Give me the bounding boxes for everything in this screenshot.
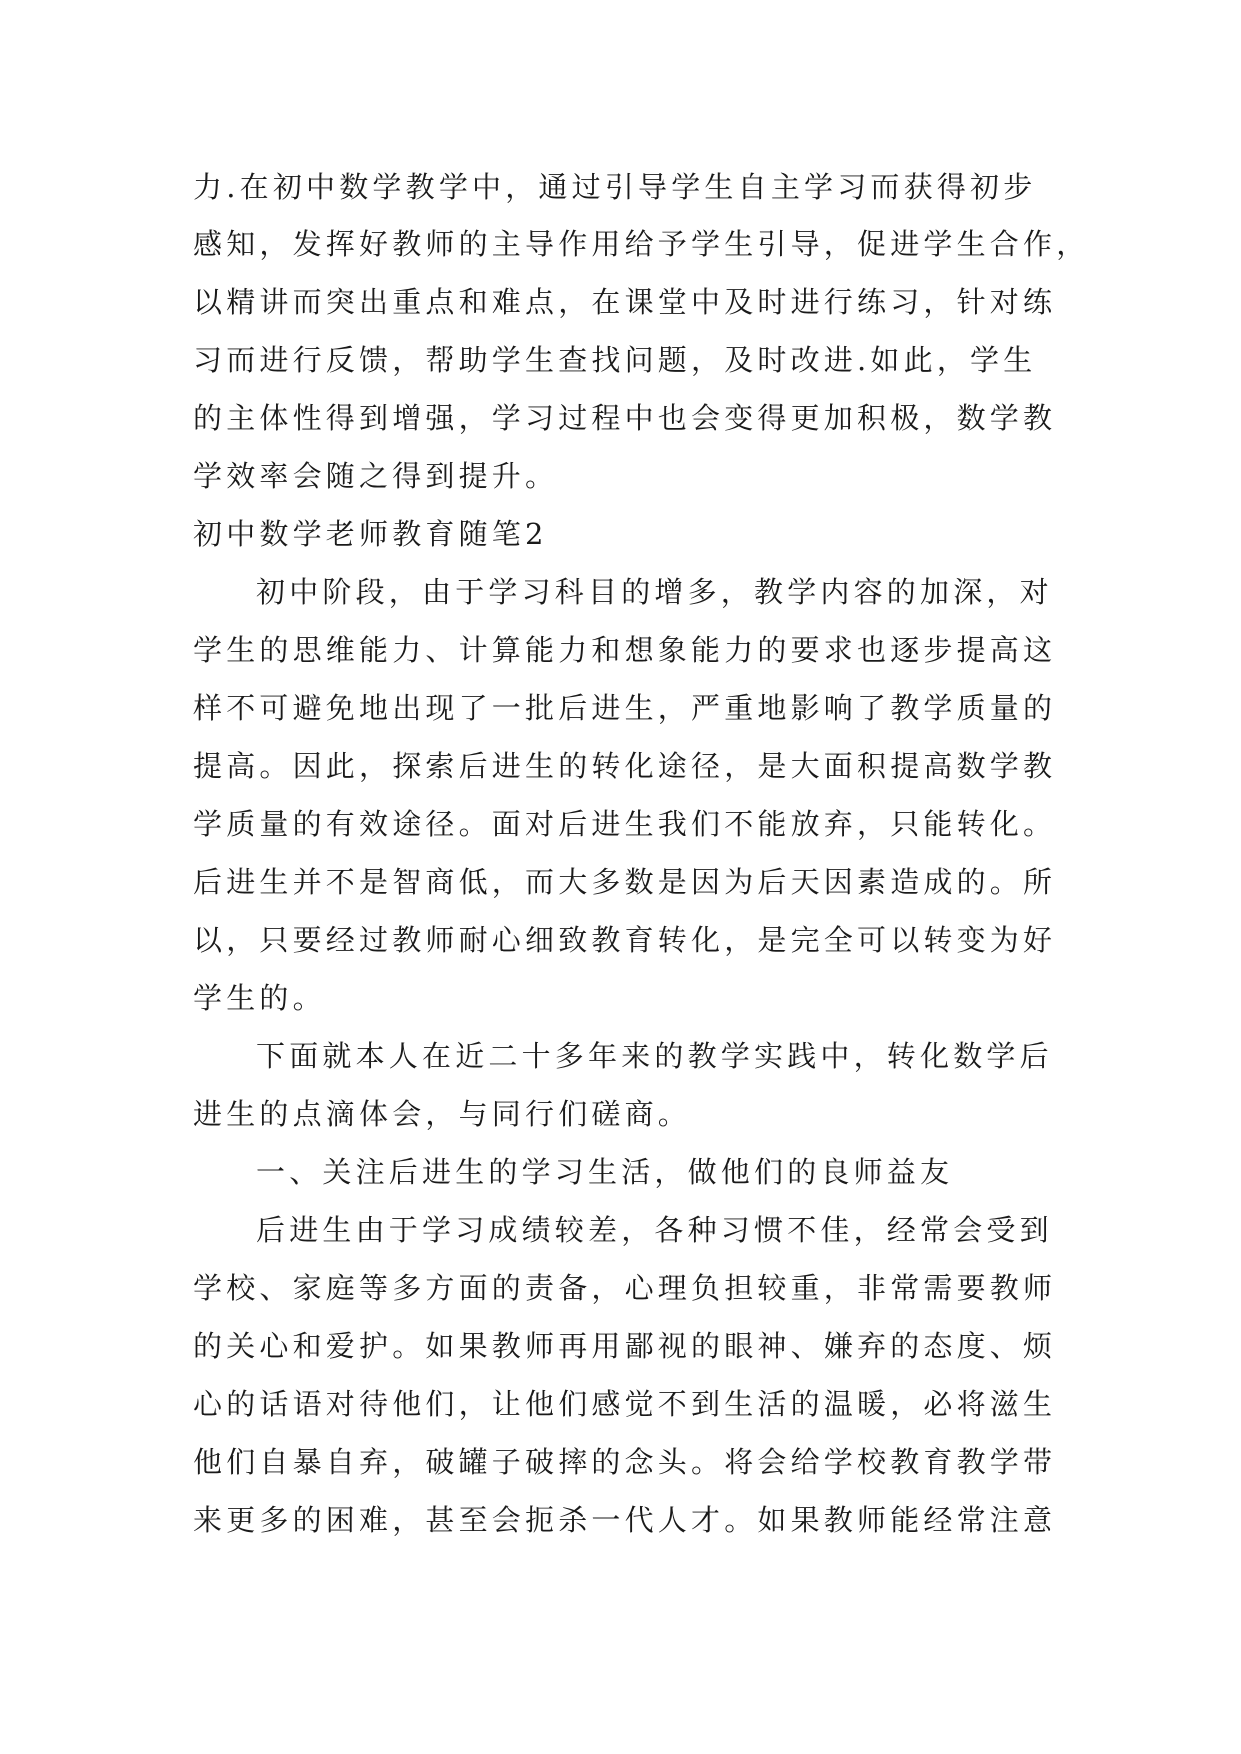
- text-line: 以精讲而突出重点和难点，在课堂中及时进行练习，针对练: [193, 285, 1057, 319]
- text-line: 提高。因此，探索后进生的转化途径，是大面积提高数学教: [193, 749, 1057, 783]
- text-line: 他们自暴自弃，破罐子破摔的念头。将会给学校教育教学带: [193, 1445, 1057, 1479]
- text-line: 样不可避免地出现了一批后进生，严重地影响了教学质量的: [193, 691, 1057, 725]
- text-line: 力.在初中数学教学中，通过引导学生自主学习而获得初步: [193, 170, 1037, 204]
- text-line: 感知，发挥好教师的主导作用给予学生引导，促进学生合作，: [193, 227, 1090, 261]
- text-line: 学生的思维能力、计算能力和想象能力的要求也逐步提高这: [193, 633, 1057, 667]
- text-line: 来更多的困难，甚至会扼杀一代人才。如果教师能经常注意: [193, 1503, 1057, 1537]
- text-line: 后进生由于学习成绩较差，各种习惯不佳，经常会受到: [256, 1213, 1053, 1247]
- text-line: 下面就本人在近二十多年来的教学实践中，转化数学后: [256, 1039, 1053, 1073]
- text-line: 学生的。: [193, 981, 326, 1015]
- text-line: 学校、家庭等多方面的责备，心理负担较重，非常需要教师: [193, 1271, 1057, 1305]
- text-line: 的主体性得到增强，学习过程中也会变得更加积极，数学教: [193, 401, 1057, 435]
- text-line: 心的话语对待他们，让他们感觉不到生活的温暖，必将滋生: [193, 1387, 1057, 1421]
- text-line: 初中阶段，由于学习科目的增多，教学内容的加深，对: [256, 575, 1053, 609]
- text-line: 学效率会随之得到提升。: [193, 459, 559, 493]
- subheading: 一、关注后进生的学习生活，做他们的良师益友: [256, 1155, 954, 1189]
- text-line: 进生的点滴体会，与同行们磋商。: [193, 1097, 692, 1131]
- text-line: 后进生并不是智商低，而大多数是因为后天因素造成的。所: [193, 865, 1057, 899]
- text-line: 以，只要经过教师耐心细致教育转化，是完全可以转变为好: [193, 923, 1057, 957]
- text-line: 学质量的有效途径。面对后进生我们不能放弃，只能转化。: [193, 807, 1057, 841]
- text-line: 的关心和爱护。如果教师再用鄙视的眼神、嫌弃的态度、烦: [193, 1329, 1057, 1363]
- text-line: 习而进行反馈，帮助学生查找问题，及时改进.如此，学生: [193, 343, 1037, 377]
- section-heading: 初中数学老师教育随笔2: [193, 517, 548, 551]
